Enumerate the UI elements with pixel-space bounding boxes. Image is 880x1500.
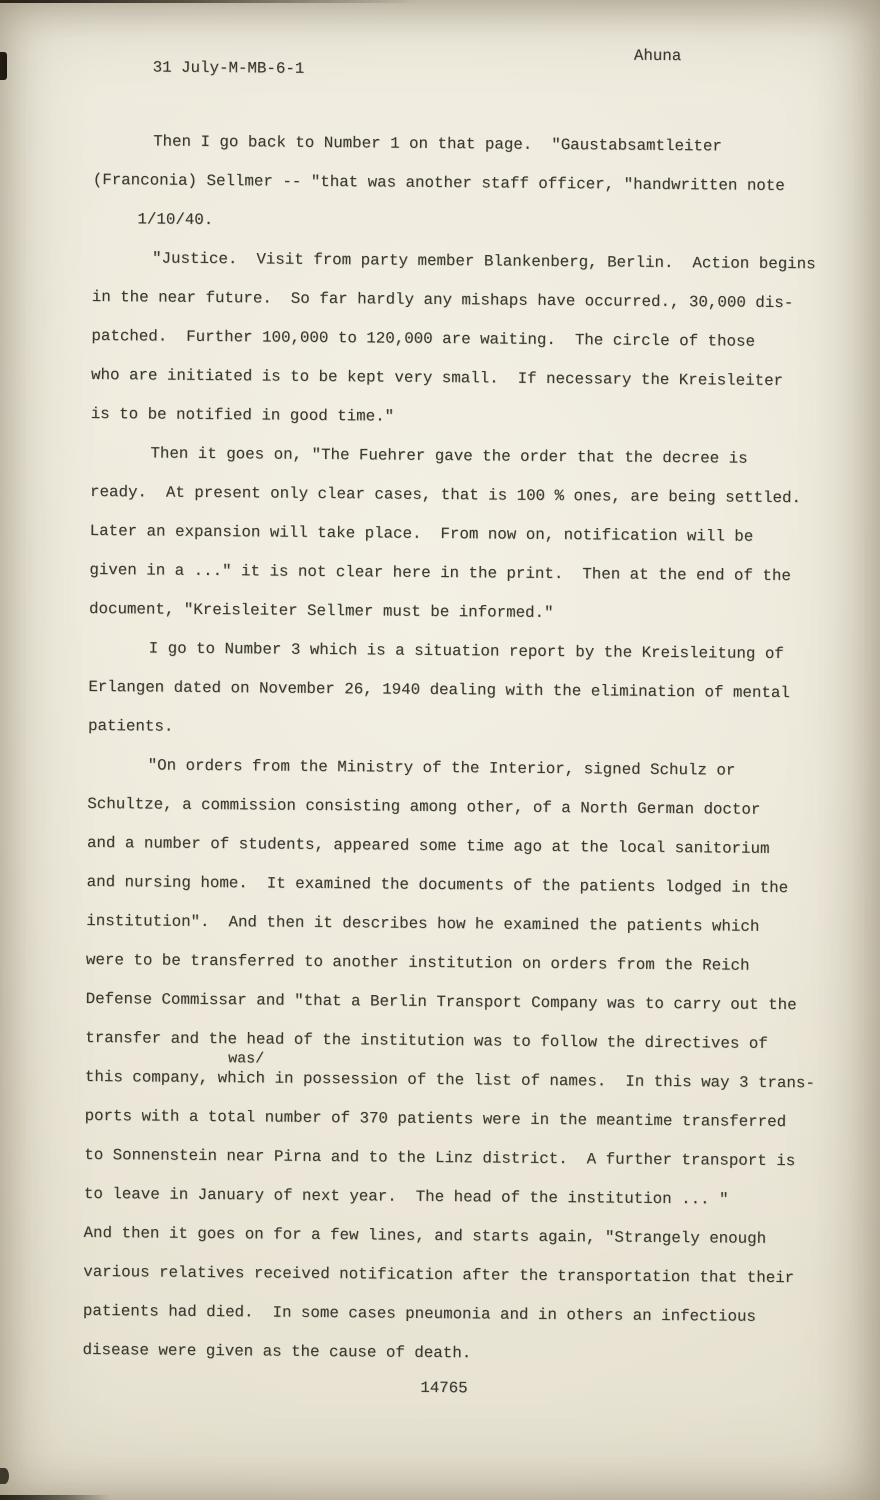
typed-line: patched. Further 100,000 to 120,000 are waiting. The circle of those <box>91 326 756 351</box>
document-body <box>82 122 838 1376</box>
page-number: 14765 <box>420 1378 468 1398</box>
typed-line: ready. At present only clear cases, that is 100 % ones, are being settled. <box>89 482 802 508</box>
typed-line: given in a ..." it is not clear here in the print. Then at the end of the <box>89 560 791 586</box>
typed-line: patients. <box>87 716 174 736</box>
typed-line: to Sonnenstein near Pirna and to the Linz district. A further transport is <box>84 1145 796 1171</box>
typed-line: Schultze, a commission consisting among other, of a North German doctor <box>87 794 761 819</box>
typed-line: who are initiated is to be kept very small. If necessary the Kreisleiter <box>90 365 784 391</box>
typed-line: Later an expansion will take place. From now on, notification will be <box>89 521 754 546</box>
page-header <box>95 40 816 118</box>
typed-line: and a number of students, appeared some time ago at the local sanitorium <box>86 833 770 858</box>
typed-line: this company, which in possession of the list of names. In this way 3 trans- <box>84 1067 815 1093</box>
interlinear-insertion: was/ <box>228 1050 265 1068</box>
typed-line: 1/10/40. <box>137 210 214 230</box>
typed-line: (Franconia) Sellmer -- "that was another staff officer, "handwritten note <box>92 170 785 196</box>
typed-line: "On orders from the Ministry of the Interior, signed Schulz or <box>147 756 736 780</box>
typed-line: ports with a total number of 370 patients were in the meantime transferred <box>84 1106 787 1132</box>
reporter-name: Ahuna <box>633 46 682 66</box>
typed-line: transfer and the head of the institution was to follow the directives of <box>85 1028 768 1053</box>
typed-line: patients had died. In some cases pneumonia and in others an infectious <box>82 1301 757 1326</box>
typed-line: were to be transferred to another institution on orders from the Reich <box>85 950 750 975</box>
typed-line: institution". And then it describes how he examined the patients which <box>86 911 760 936</box>
typed-line: Then I go back to Number 1 on that page. "Gaustabsamtleiter <box>153 132 722 156</box>
typed-line: disease were given as the cause of death. <box>82 1340 472 1363</box>
typed-line: document, "Kreisleiter Sellmer must be informed." <box>88 599 554 623</box>
typed-line: to leave in January of next year. The head of the institution ... " <box>83 1184 729 1209</box>
typed-line: and nursing home. It examined the documents of the patients lodged in the <box>86 872 789 898</box>
typed-line: I go to Number 3 which is a situation report by the Kreisleitung of <box>148 639 784 664</box>
typed-line: Then it goes on, "The Fuehrer gave the order that the decree is <box>150 444 748 468</box>
typed-line: "Justice. Visit from party member Blankenberg, Berlin. Action begins <box>152 249 816 274</box>
typed-line: Erlangen dated on November 26, 1940 dealing with the elimination of mental <box>88 677 790 703</box>
typed-line: is to be notified in good time." <box>90 404 395 426</box>
typed-line: And then it goes on for a few lines, and starts again, "Strangely enough <box>83 1223 767 1248</box>
document-id: 31 July-M-MB-6-1 <box>152 58 305 78</box>
typed-line: in the near future. So far hardly any mishaps have occurred., 30,000 dis- <box>91 287 794 313</box>
typed-line: various relatives received notification after the transportation that their <box>83 1262 795 1288</box>
typed-line: Defense Commissar and "that a Berlin Transport Company was to carry out the <box>85 989 797 1015</box>
